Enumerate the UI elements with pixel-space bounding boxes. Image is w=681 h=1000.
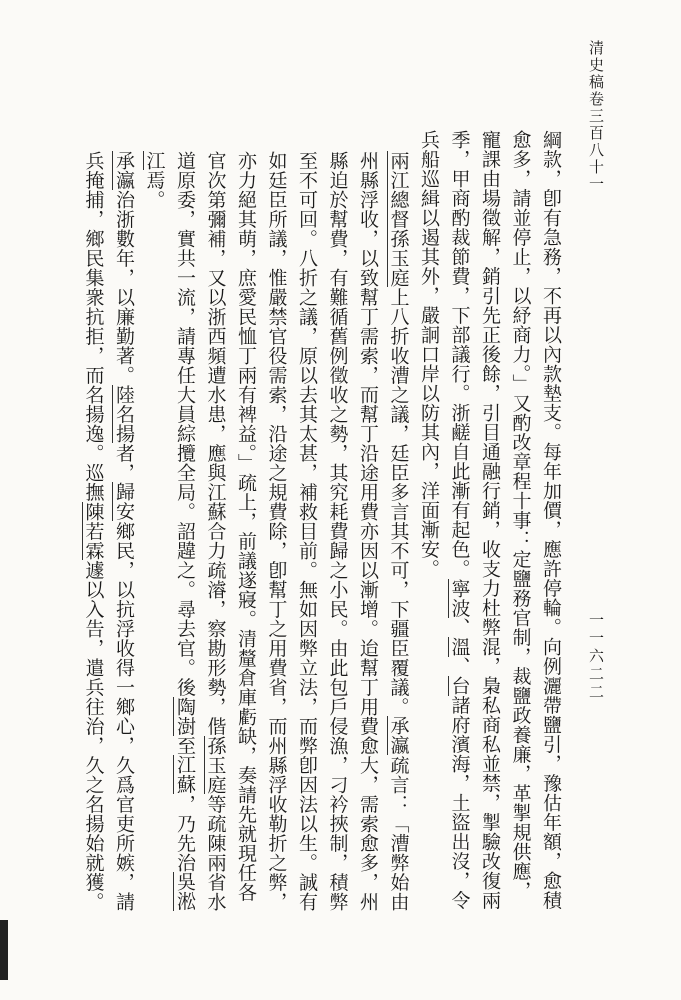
place-name: 歸安 [113, 482, 135, 522]
text-run: 至 [174, 735, 196, 756]
paragraph-2 [139, 130, 414, 918]
paragraph-1 [414, 130, 567, 918]
text-run: ，乃先治 [174, 794, 196, 873]
text-run: 者， [113, 443, 135, 483]
text-run: 治浙數年，以廉勤著。 [113, 189, 135, 385]
text-run: 綱款，卽有急務，不再以內款墊支。每年加價，應許停輪。向例灑帶鹽引，豫估年額，愈積愈多，請並停止，以紓商力。」又酌改章程十事：定鹽務官制，裁鹽政養廉，革掣規供應，寵課由場徵解，銷引先正後餘，引目通融行銷，收支力杜弊混，梟私商私並禁，掣驗改復兩季，甲商酌裁節費，下部議行。浙鹺自此漸有起色。 [448, 130, 562, 910]
person-name: 兩江總督孫玉庭 [387, 150, 410, 288]
place-name: 江蘇 [174, 755, 196, 795]
person-name: 陶澍 [174, 696, 196, 736]
binding-edge [0, 920, 8, 980]
text-run: 疏言：「漕弊始由州縣浮收，以致幫丁需索，而幫丁沿途用費亦因以漸增。迨幫丁用費愈大，需索愈多，州縣迫於幫費，有難循舊例徵收之勢，其究耗費歸之小民。由此包戶侵漁，刁衿挾制，積弊至不可回。八折之議，原以去其太甚，補救目前。無如因弊立法，而弊卽因法以生。誠有如廷臣所議，惟嚴禁官役需索，沿途之規費除，卽幫丁之用費省，而州縣浮收勒折之弊，亦力絕其萌，庶愛民恤丁兩有裨益。」疏上，前議遂寢。清釐倉庫虧缺，奏請先就現任各官次第彌補，又以浙西頻遭水患，應與江蘇合力疏濬，察勘形勢，偕 [204, 150, 410, 912]
text-run: 遽以入告，遣兵往治，久之名揚始就獲。 [82, 560, 105, 912]
text-run: 焉。 [143, 170, 166, 210]
page-number: 一一六二二 [587, 612, 605, 702]
main-text [82, 130, 566, 918]
text-run: 、 [448, 656, 471, 676]
place-name: 吳淞江 [143, 150, 196, 912]
text-run: 等疏陳兩省水道原委，實共一流，請專任大員綜攬全局。詔韙之。尋去官。後 [174, 150, 227, 912]
text-run: 上八折收漕之議，廷臣多言其不可，下疆臣覆議。 [387, 287, 410, 717]
person-name: 承瀛 [113, 150, 135, 190]
place-name: 溫 [448, 637, 471, 657]
person-name: 孫玉庭 [204, 735, 227, 795]
paragraph-3 [78, 130, 139, 918]
running-title: 清史稿卷三百八十一 [587, 40, 605, 193]
place-name: 台 [448, 676, 471, 696]
text-run: 、 [448, 617, 471, 637]
person-name: 陸名揚 [113, 384, 135, 444]
text-run: 鄉民，以抗浮收得一鄉心，久爲官吏所嫉，請兵掩捕，鄉民集衆抗拒，而名揚逸。巡撫 [82, 150, 135, 912]
person-name: 承瀛 [387, 716, 410, 756]
person-name: 陳若霖 [82, 501, 105, 561]
text-run: 諸府濱海，土盜出沒，令兵船巡緝以遏其外，嚴詗口岸以防其內，洋面漸安。 [418, 130, 471, 910]
place-name: 寧波 [448, 578, 471, 618]
